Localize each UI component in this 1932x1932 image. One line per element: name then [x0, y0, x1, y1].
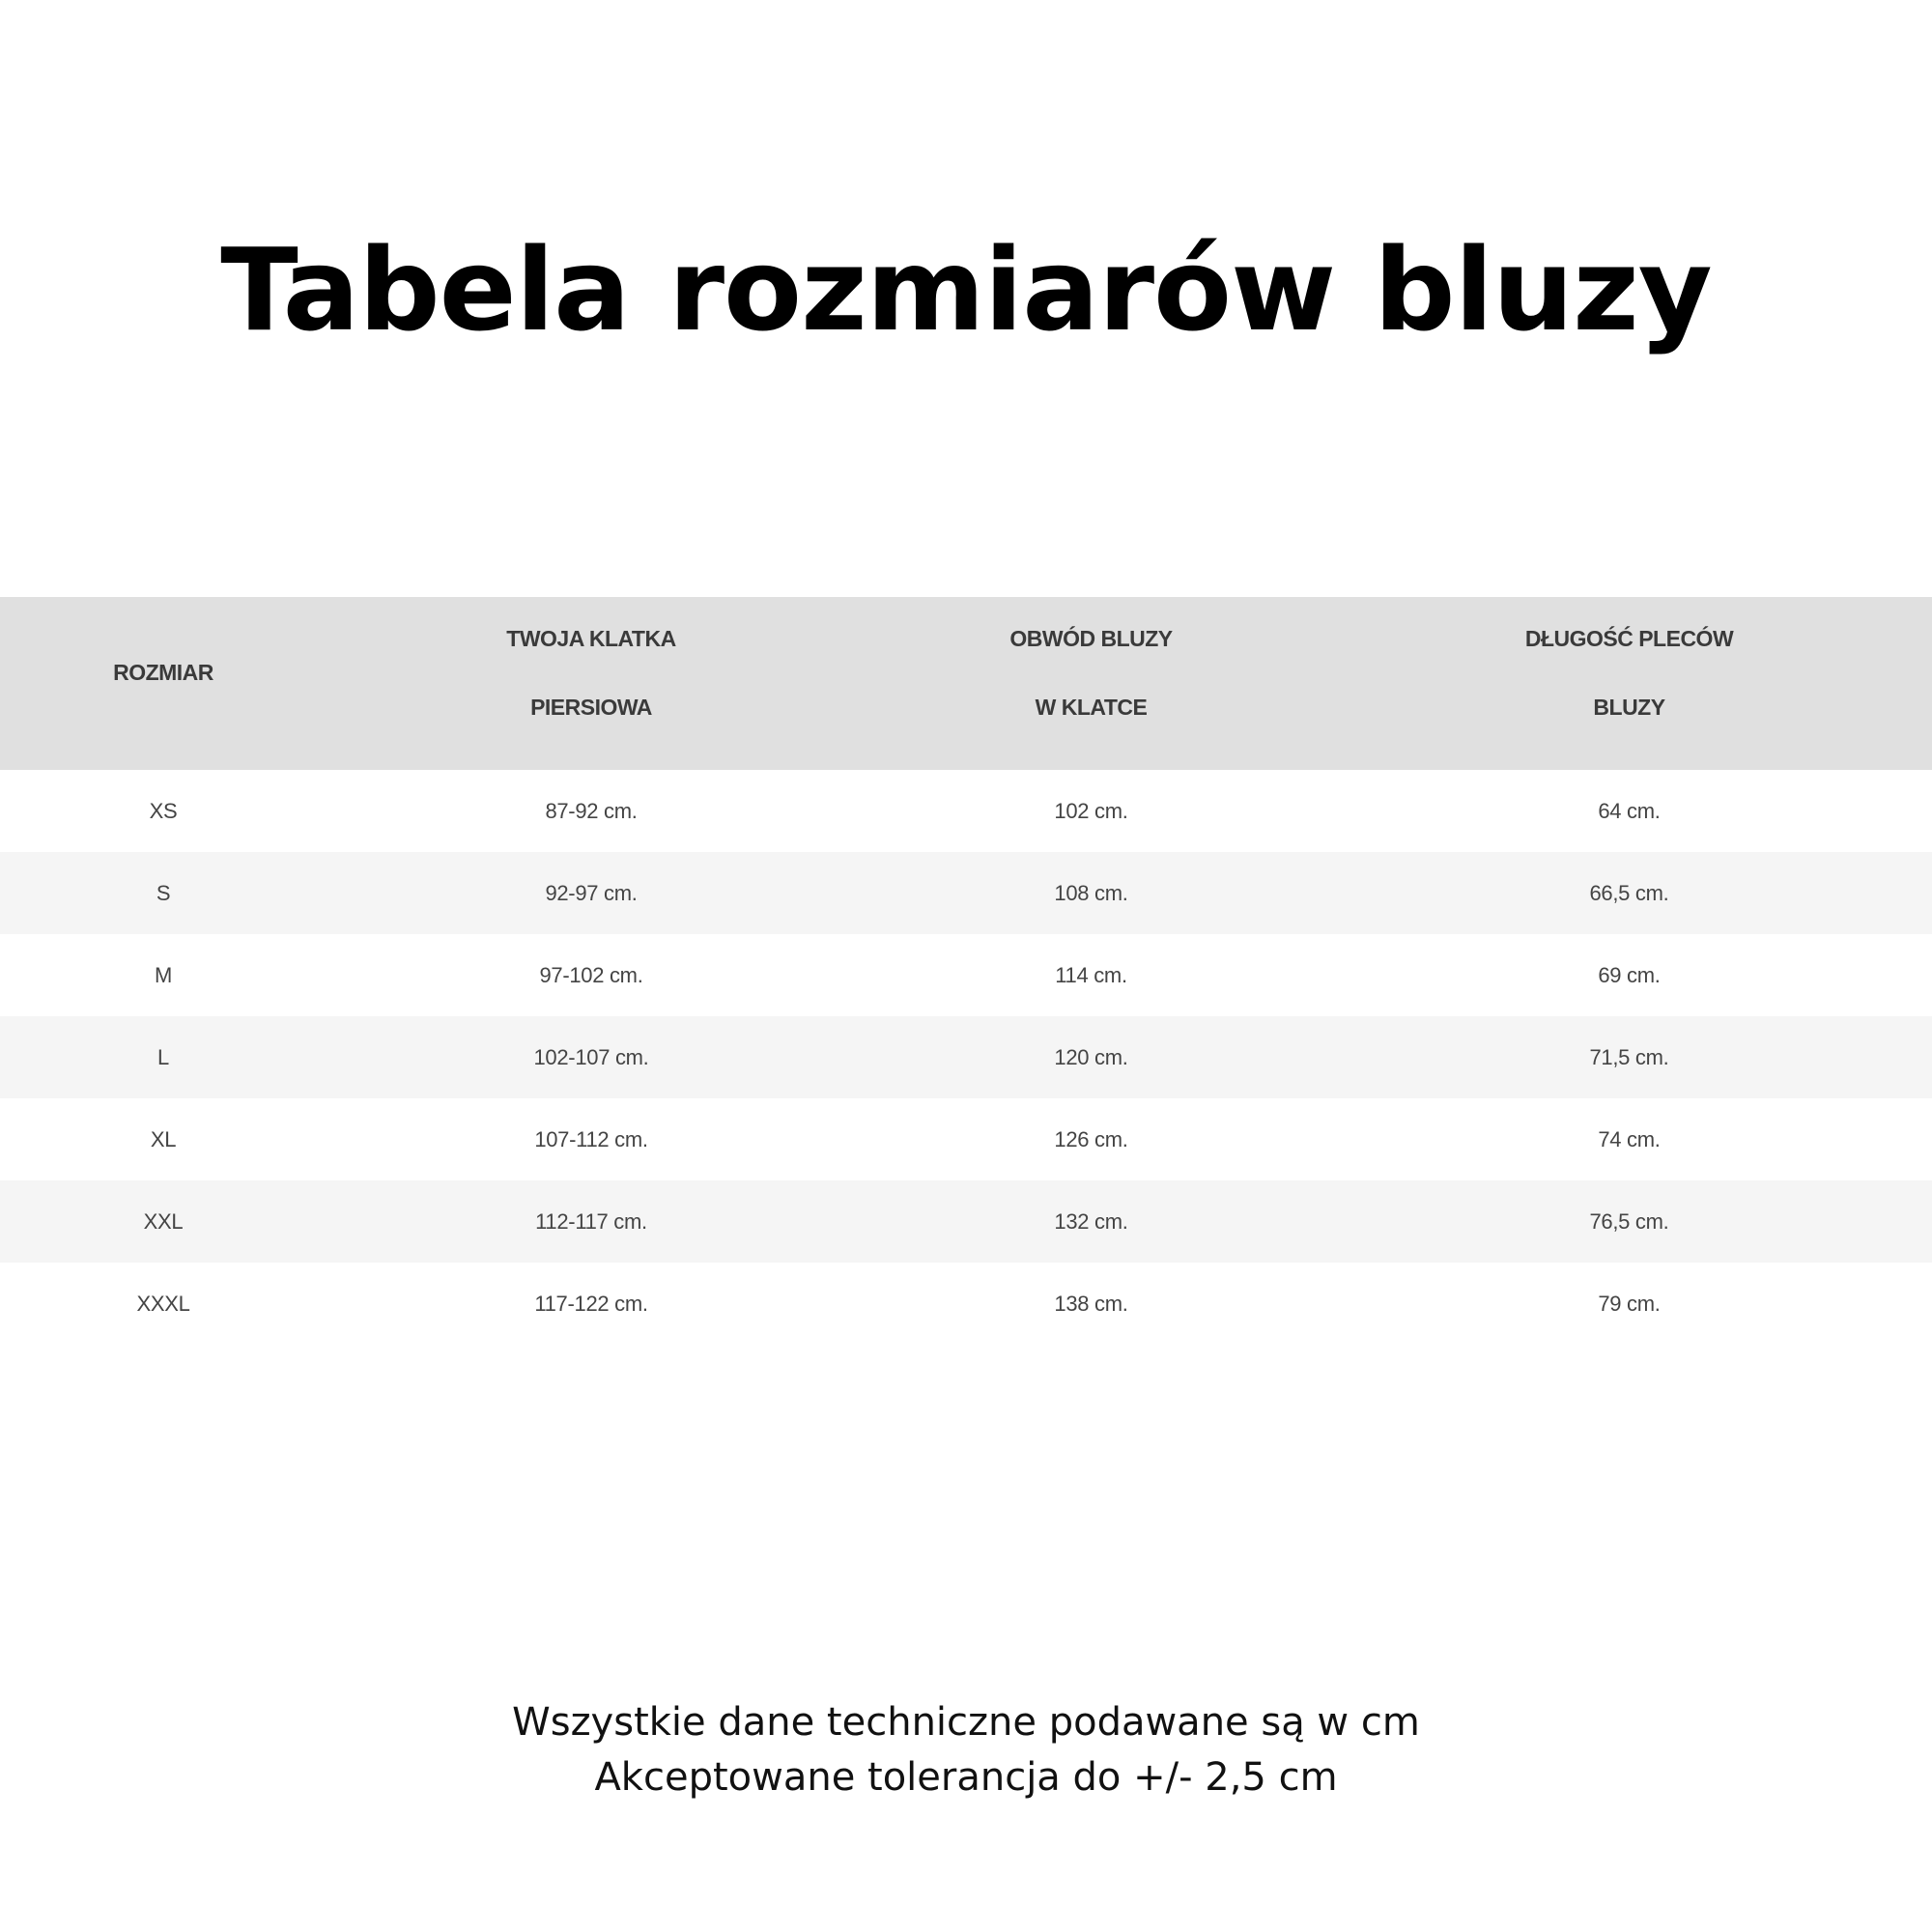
- cell-circumference: 126 cm.: [1054, 1126, 1128, 1151]
- cell-size: XXL: [143, 1208, 184, 1234]
- cell-size: XL: [150, 1126, 177, 1151]
- cell-back-length: 74 cm.: [1598, 1126, 1661, 1151]
- cell-circumference: 132 cm.: [1054, 1208, 1128, 1234]
- cell-back-length: 66,5 cm.: [1589, 880, 1669, 905]
- table-row: [0, 934, 1932, 1016]
- cell-size: L: [157, 1044, 169, 1069]
- page-title: Tabela rozmiarów bluzy: [220, 223, 1712, 356]
- header-circumference-line2: W KLATCE: [1035, 694, 1148, 720]
- cell-size: M: [154, 962, 173, 987]
- cell-circumference: 108 cm.: [1054, 880, 1128, 905]
- cell-circumference: 120 cm.: [1054, 1044, 1128, 1069]
- footnote-units: Wszystkie dane techniczne podawane są w cm: [512, 1700, 1420, 1745]
- header-size: [0, 597, 327, 770]
- cell-chest: 112-117 cm.: [535, 1208, 647, 1234]
- table-row: [0, 1098, 1932, 1180]
- cell-back-length: 64 cm.: [1598, 798, 1661, 823]
- table-row: [0, 1016, 1932, 1098]
- cell-size: XS: [149, 798, 178, 823]
- cell-back-length: 71,5 cm.: [1589, 1044, 1669, 1069]
- cell-size: XXXL: [136, 1291, 190, 1316]
- table-row: [0, 770, 1932, 852]
- footnote-tolerance: Akceptowane tolerancja do +/- 2,5 cm: [594, 1755, 1338, 1800]
- cell-chest: 102-107 cm.: [533, 1044, 649, 1069]
- cell-chest: 107-112 cm.: [534, 1126, 648, 1151]
- cell-back-length: 79 cm.: [1598, 1291, 1661, 1316]
- header-chest-line1: TWOJA KLATKA: [506, 625, 676, 651]
- size-chart-table: [0, 597, 1932, 1345]
- header-hoodie-circumference: [856, 597, 1326, 770]
- header-chest: [327, 597, 856, 770]
- table-row: [0, 1263, 1932, 1345]
- cell-back-length: 69 cm.: [1598, 962, 1661, 987]
- header-back-length-line1: DŁUGOŚĆ PLECÓW: [1524, 625, 1734, 651]
- cell-chest: 92-97 cm.: [545, 880, 638, 905]
- cell-chest: 117-122 cm.: [534, 1291, 648, 1316]
- cell-circumference: 114 cm.: [1055, 962, 1127, 987]
- cell-size: S: [156, 880, 171, 905]
- header-chest-line2: PIERSIOWA: [530, 694, 652, 720]
- header-circumference-line1: OBWÓD BLUZY: [1009, 625, 1173, 651]
- table-row: [0, 852, 1932, 934]
- cell-circumference: 138 cm.: [1054, 1291, 1128, 1316]
- header-size-label: ROZMIAR: [113, 660, 213, 685]
- cell-circumference: 102 cm.: [1054, 798, 1128, 823]
- header-back-length: [1326, 597, 1932, 770]
- cell-back-length: 76,5 cm.: [1589, 1208, 1669, 1234]
- table-header-row: [0, 597, 1932, 770]
- footnote: [0, 1695, 1932, 1805]
- table-row: [0, 1180, 1932, 1263]
- cell-chest: 97-102 cm.: [539, 962, 643, 987]
- cell-chest: 87-92 cm.: [545, 798, 638, 823]
- header-back-length-line2: BLUZY: [1593, 694, 1665, 720]
